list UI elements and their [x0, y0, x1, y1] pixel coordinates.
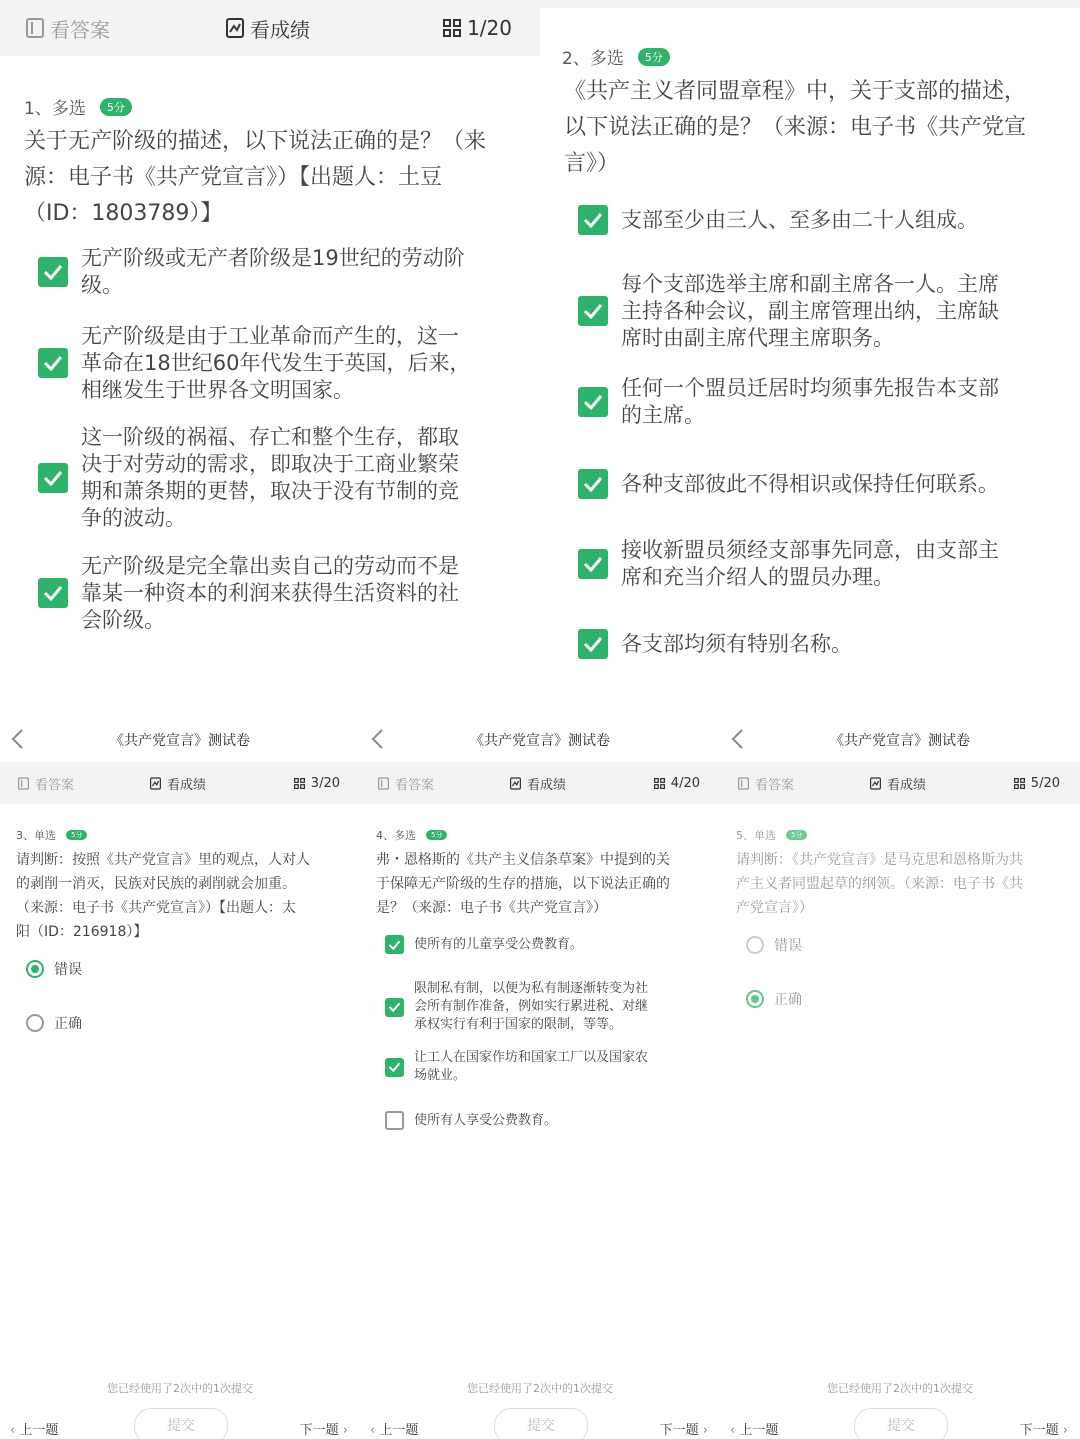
option-line: 承权实行有利于国家的限制，等等。: [414, 1017, 623, 1032]
question-line: 《共产主义者同盟章程》中，关于支部的描述，: [564, 79, 1027, 104]
progress-text: 4/20: [670, 775, 700, 791]
question-line: （ID：1803789）】: [24, 201, 223, 226]
document-icon: [738, 777, 749, 790]
checkbox-checked[interactable]: [578, 469, 608, 499]
toolbar: [720, 762, 1080, 804]
submission-note: 您已经使用了2次中的1次提交: [107, 1382, 253, 1395]
view-answers-button[interactable]: [378, 774, 434, 793]
prev-label: 上一题: [739, 1422, 779, 1438]
option-5[interactable]: [578, 536, 1048, 592]
option-text: [621, 631, 852, 658]
question-header: [16, 827, 87, 843]
panel-question-3: [0, 718, 360, 1439]
panel-question-4: [360, 718, 720, 1439]
option-line: 接收新盟员须经支部事先同意，由支部主: [621, 538, 999, 562]
view-score-label: 看成绩: [887, 777, 927, 793]
option-4[interactable]: [578, 468, 1048, 500]
next-label: 下一题: [299, 1422, 339, 1438]
question-line: 请判断：按照《共产党宣言》里的观点，人对人: [16, 852, 310, 868]
checkbox-checked[interactable]: [578, 549, 608, 579]
question-text: [24, 124, 486, 232]
checkbox-checked[interactable]: [385, 935, 404, 954]
view-score-button[interactable]: [870, 774, 926, 793]
score-icon: [150, 777, 161, 790]
view-score-button[interactable]: [226, 14, 310, 43]
option-text: 正确: [774, 992, 802, 1008]
nav-bar: [360, 718, 720, 762]
view-score-button[interactable]: [150, 774, 206, 793]
option-line: 相继发生于世界各文明国家。: [81, 377, 354, 402]
radio-selected[interactable]: [746, 990, 764, 1008]
option-1[interactable]: [26, 959, 82, 979]
option-3[interactable]: [578, 374, 1048, 430]
nav-bar: [720, 718, 1080, 762]
option-line: 席时由副主席代理主席职务。: [621, 325, 894, 350]
points-badge: 5分: [426, 830, 447, 840]
option-line: 的主席。: [621, 403, 705, 427]
check-icon: [43, 355, 63, 371]
panel-question-2: [540, 0, 1080, 715]
grid-icon: [1014, 778, 1025, 789]
option-line: 各种支部彼此不得相识或保持任何联系。: [621, 471, 999, 496]
document-icon: [26, 18, 44, 38]
checkbox-checked[interactable]: [38, 463, 68, 493]
option-text: [81, 323, 470, 404]
panel-question-1: [0, 0, 540, 715]
question-number: 1、多选: [24, 99, 86, 119]
question-line: 产党宣言》）: [736, 900, 813, 916]
option-line: 限制私有制，以便为私有制逐渐转变为社: [414, 981, 649, 996]
grid-icon: [654, 778, 665, 789]
option-2[interactable]: [38, 322, 508, 404]
option-text: [81, 245, 465, 299]
check-icon: [388, 940, 401, 950]
option-text: 错误: [774, 938, 802, 954]
progress-text: 3/20: [310, 775, 340, 791]
submit-button[interactable]: 提交: [494, 1408, 588, 1439]
option-line: 会阶级。: [81, 607, 165, 632]
view-score-label: 看成绩: [167, 777, 207, 793]
option-2[interactable]: [385, 980, 648, 1034]
option-1[interactable]: [746, 935, 802, 955]
score-icon: [510, 777, 521, 790]
submit-button[interactable]: 提交: [854, 1408, 948, 1439]
option-text: 正确: [54, 1016, 82, 1032]
top-gray-strip: [540, 0, 1080, 8]
score-icon: [226, 18, 244, 38]
option-text: 错误: [54, 962, 82, 978]
question-header: [24, 94, 132, 119]
next-label: 下一题: [1019, 1422, 1059, 1438]
question-line: 以下说法正确的是？（来源：电子书《共产党宣: [564, 115, 1027, 140]
view-score-label: 看成绩: [527, 777, 567, 793]
progress-text: 1/20: [467, 16, 512, 40]
check-icon: [43, 470, 63, 486]
toolbar: [0, 0, 540, 56]
option-text: [81, 424, 459, 532]
next-button[interactable]: [300, 1419, 348, 1438]
chevron-right-icon: ›: [342, 1422, 348, 1438]
chevron-left-icon: ‹: [10, 1422, 16, 1438]
option-line: 这一阶级的祸福、存亡和整个生存，都取: [81, 425, 459, 449]
radio-selected[interactable]: [26, 960, 44, 978]
view-answers-label: 看答案: [395, 777, 435, 793]
option-line: 靠某一种资本的利润来获得生活资料的社: [81, 580, 459, 605]
radio-unselected[interactable]: [746, 936, 764, 954]
question-line: 请判断：《共产党宣言》是马克思和恩格斯为共: [736, 852, 1023, 868]
question-text: [736, 848, 1023, 920]
question-line: 关于无产阶级的描述，以下说法正确的是？（来: [24, 129, 487, 154]
option-text: [414, 936, 583, 954]
view-score-label: 看成绩: [250, 17, 310, 42]
question-line: 阳（ID：216918）】: [16, 924, 148, 940]
points-badge: 5分: [100, 98, 132, 116]
back-arrow-icon[interactable]: [10, 728, 24, 750]
option-line: 使所有的儿童享受公费教育。: [414, 936, 584, 952]
option-line: 支部至少由三人、至多由二十人组成。: [621, 207, 978, 232]
question-progress[interactable]: [443, 16, 512, 40]
nav-bar: [0, 718, 360, 762]
footer: [360, 1414, 720, 1439]
option-line: 任何一个盟员迁居时均须事先报告本支部: [621, 376, 999, 400]
checkbox-checked[interactable]: [385, 1058, 404, 1077]
check-icon: [43, 264, 63, 280]
option-text: [621, 375, 999, 429]
question-line: 言》）: [564, 151, 620, 176]
points-badge: 5分: [638, 48, 670, 66]
question-text: [16, 848, 310, 944]
option-line: 会所有制作准备，例如实行累进税、对继: [414, 999, 649, 1014]
question-line: 是？（来源：电子书《共产党宣言》）: [376, 900, 607, 916]
quiz-title: 《共产党宣言》测试卷: [830, 733, 970, 749]
check-icon: [583, 303, 603, 319]
option-3[interactable]: [385, 1049, 648, 1085]
checkbox-checked[interactable]: [578, 296, 608, 326]
grid-icon: [294, 778, 305, 789]
option-3[interactable]: [38, 424, 508, 532]
option-4[interactable]: [38, 552, 508, 634]
panel-question-5: [720, 718, 1080, 1439]
document-icon: [18, 777, 29, 790]
question-header: [562, 44, 670, 69]
option-line: 席和充当介绍人的盟员办理。: [621, 565, 894, 589]
submission-note: 您已经使用了2次中的1次提交: [467, 1382, 613, 1395]
prev-label: 上一题: [19, 1422, 59, 1438]
back-arrow-icon[interactable]: [370, 728, 384, 750]
checkbox-checked[interactable]: [578, 629, 608, 659]
toolbar: [0, 762, 360, 804]
points-badge: 5分: [66, 830, 87, 840]
prev-label: 上一题: [379, 1422, 419, 1438]
view-score-button[interactable]: [510, 774, 566, 793]
question-number: 4、多选: [376, 829, 416, 842]
option-line: 使所有人享受公费教育。: [414, 1112, 558, 1128]
option-line: 无产阶级是由于工业革命而产生的，这一: [81, 323, 459, 348]
option-line: 让工人在国家作坊和国家工厂以及国家农: [414, 1050, 649, 1065]
option-text: [414, 1112, 557, 1130]
check-icon: [583, 394, 603, 410]
check-icon: [583, 476, 603, 492]
option-line: 期和萧条期的更替，取决于没有节制的竞: [81, 479, 459, 503]
option-text: [81, 553, 459, 634]
option-line: 革命在18世纪60年代发生于英国，后来，: [81, 350, 471, 375]
radio-unselected[interactable]: [26, 1014, 44, 1032]
option-1[interactable]: [38, 244, 508, 300]
chevron-left-icon: ‹: [370, 1422, 376, 1438]
question-progress[interactable]: [654, 776, 700, 791]
option-line: 场就业。: [414, 1068, 467, 1083]
option-line: 决于对劳动的需求，即取决于工商业繁荣: [81, 452, 459, 476]
view-answers-label: 看答案: [755, 777, 795, 793]
question-line: 于保障无产阶级的生存的措施，以下说法正确的: [376, 876, 670, 892]
footer: [720, 1414, 1080, 1439]
view-answers-label: 看答案: [50, 17, 110, 42]
check-icon: [43, 585, 63, 601]
option-text: [621, 471, 999, 498]
back-arrow-icon[interactable]: [730, 728, 744, 750]
checkbox-unchecked[interactable]: [385, 1111, 404, 1130]
next-button[interactable]: [1020, 1419, 1068, 1438]
option-2[interactable]: [746, 989, 802, 1009]
view-answers-label: 看答案: [35, 777, 75, 793]
question-line: 弗・恩格斯的《共产主义信条草案》中提到的关: [376, 852, 670, 868]
question-number: 2、多选: [562, 49, 624, 69]
check-icon: [583, 556, 603, 572]
view-answers-button[interactable]: [738, 774, 794, 793]
check-icon: [583, 212, 603, 228]
option-line: 各支部均须有特别名称。: [621, 631, 852, 656]
question-line: （来源：电子书《共产党宣言》）【出题人：太: [16, 900, 296, 916]
option-1[interactable]: [578, 204, 1048, 236]
option-line: 无产阶级或无产者阶级是19世纪的劳动阶: [81, 246, 465, 270]
chevron-right-icon: ›: [1062, 1422, 1068, 1438]
checkbox-checked[interactable]: [38, 578, 68, 608]
option-2[interactable]: [578, 270, 1048, 352]
points-badge: 5分: [786, 830, 807, 840]
question-number: 3、单选: [16, 829, 56, 842]
quiz-title: 《共产党宣言》测试卷: [110, 733, 250, 749]
question-text: [564, 74, 1026, 182]
question-progress[interactable]: [294, 776, 340, 791]
option-4[interactable]: [385, 1111, 557, 1130]
next-button[interactable]: [660, 1419, 708, 1438]
checkbox-checked[interactable]: [578, 205, 608, 235]
toolbar: [360, 762, 720, 804]
question-progress[interactable]: [1014, 776, 1060, 791]
option-text: [414, 980, 648, 1034]
option-text: [621, 537, 999, 591]
option-line: 级。: [81, 273, 123, 297]
quiz-title: 《共产党宣言》测试卷: [470, 733, 610, 749]
question-header: [376, 827, 447, 843]
checkbox-checked[interactable]: [578, 387, 608, 417]
option-line: 争的波动。: [81, 506, 186, 530]
chevron-left-icon: ‹: [730, 1422, 736, 1438]
option-6[interactable]: [578, 628, 1048, 660]
score-icon: [870, 777, 881, 790]
submission-note: 您已经使用了2次中的1次提交: [827, 1382, 973, 1395]
view-answers-button[interactable]: [26, 14, 110, 43]
option-line: 每个支部选举主席和副主席各一人。主席: [621, 271, 999, 296]
option-text: [621, 207, 978, 234]
question-text: [376, 848, 670, 920]
document-icon: [378, 777, 389, 790]
view-answers-button[interactable]: [18, 774, 74, 793]
progress-text: 5/20: [1030, 775, 1060, 791]
next-label: 下一题: [659, 1422, 699, 1438]
option-line: 主持各种会议，副主席管理出纳，主席缺: [621, 298, 999, 323]
prev-button[interactable]: [370, 1419, 418, 1438]
grid-icon: [443, 19, 461, 37]
footer: [0, 1414, 360, 1439]
check-icon: [583, 636, 603, 652]
option-line: 无产阶级是完全靠出卖自己的劳动而不是: [81, 553, 459, 578]
checkbox-checked[interactable]: [38, 257, 68, 287]
submit-button[interactable]: 提交: [134, 1408, 228, 1439]
checkbox-checked[interactable]: [38, 348, 68, 378]
question-line: 源：电子书《共产党宣言》）【出题人：土豆: [24, 165, 443, 190]
question-header: [736, 827, 807, 843]
option-text: [621, 271, 999, 352]
check-icon: [388, 1062, 401, 1072]
prev-button[interactable]: [10, 1419, 58, 1438]
prev-button[interactable]: [730, 1419, 778, 1438]
option-1[interactable]: [385, 935, 583, 954]
option-text: [414, 1049, 648, 1085]
question-line: 产主义者同盟起草的纲领。（来源：电子书《共: [736, 876, 1023, 892]
chevron-right-icon: ›: [702, 1422, 708, 1438]
checkbox-checked[interactable]: [385, 998, 404, 1017]
option-2[interactable]: [26, 1013, 82, 1033]
question-number: 5、单选: [736, 829, 776, 842]
check-icon: [388, 1002, 401, 1012]
question-line: 的剥削一消灭，民族对民族的剥削就会加重。: [16, 876, 296, 892]
